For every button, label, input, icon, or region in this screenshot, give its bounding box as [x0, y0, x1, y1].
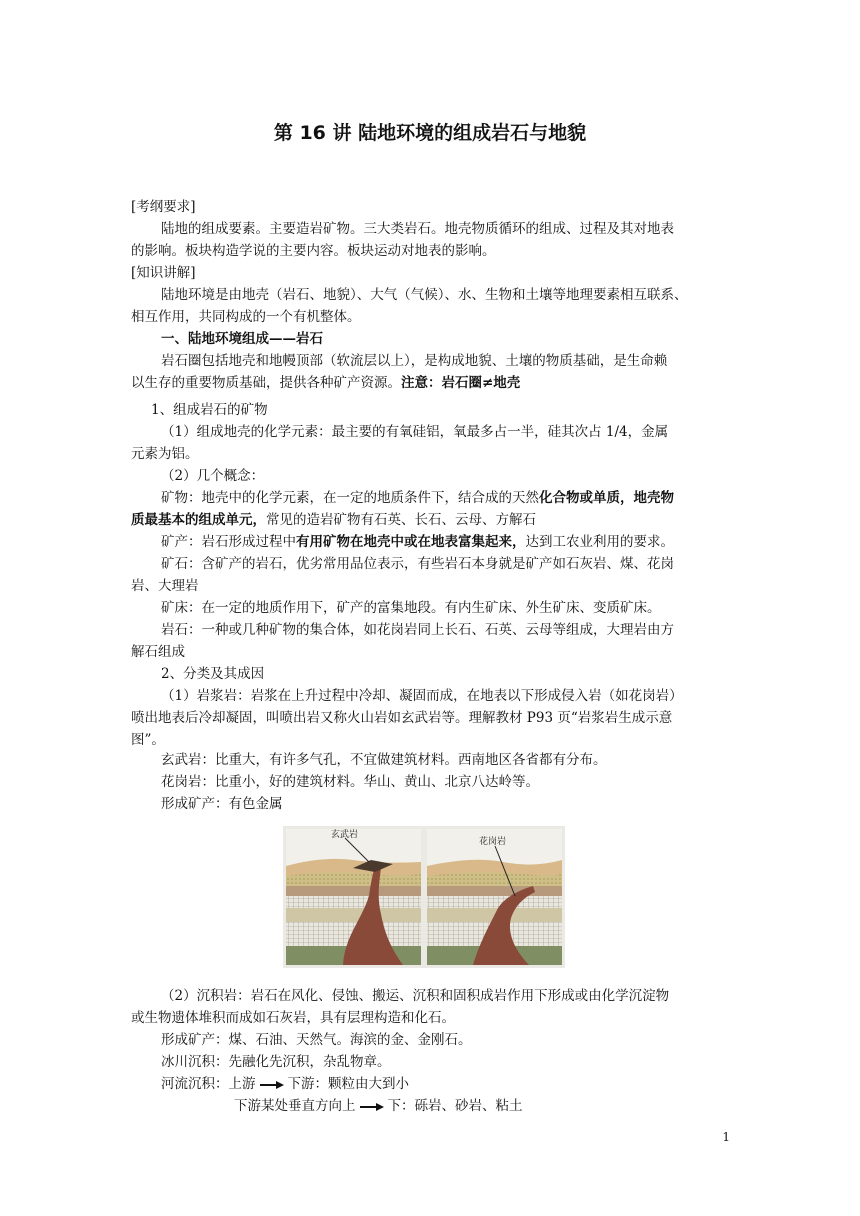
paragraph-line: （2）沉积岩：岩石在风化、侵蚀、搬运、沉积和固积成岩作用下形成或由化学沉淀物: [161, 988, 670, 1004]
subsection-minerals: 1、组成岩石的矿物: [151, 402, 268, 418]
text-run: 矿产：岩石形成过程中: [161, 534, 296, 550]
diagram-svg: [283, 826, 565, 968]
paragraph-line: [161, 487, 674, 509]
text-run: 常见的造岩矿物有石英、长石、云母、方解石: [266, 512, 536, 528]
paragraph-line: 相互作用，共同构成的一个有机整体。: [131, 309, 361, 325]
paragraph-line: 花岗岩：比重小，好的建筑材料。华山、黄山、北京八达岭等。: [161, 774, 539, 790]
paragraph-line: 玄武岩：比重大，有许多气孔，不宜做建筑材料。西南地区各省都有分布。: [161, 752, 607, 768]
paragraph-line: 的影响。板块构造学说的主要内容。板块运动对地表的影响。: [131, 243, 496, 259]
subsection-classification: 2、分类及其成因: [161, 666, 265, 682]
paragraph-line: 或生物遗体堆积而成如石灰岩，具有层理构造和化石。: [131, 1010, 455, 1026]
paragraph-line: [131, 372, 520, 394]
bold-run: 质最基本的组成单元，: [131, 512, 266, 528]
heading-rock: [161, 328, 323, 350]
label-granite: 花岗岩: [479, 837, 507, 847]
paragraph-line: 形成矿产：有色金属: [161, 796, 283, 812]
paragraph-line: （1）岩浆岩：岩浆在上升过程中冷却、凝固而成，在地表以下形成侵入岩（如花岗岩）: [161, 688, 683, 704]
paragraph-line: 岩石：一种或几种矿物的集合体，如花岗岩同上长石、石英、云母等组成，大理岩由方: [161, 622, 674, 638]
paragraph-line: 喷出地表后冷却凝固，叫喷出岩又称火山岩如玄武岩等。理解教材 P93 页“岩浆岩生成示意: [131, 710, 673, 726]
paragraph-line: 岩、大理岩: [131, 578, 199, 594]
paragraph-line: 岩石圈包括地壳和地幔顶部（软流层以上），是构成地貌、土壤的物质基础，是生命赖: [161, 353, 668, 369]
paragraph-line: [161, 1073, 409, 1095]
paragraph-line: 陆地环境是由地壳（岩石、地貌）、大气（气候）、水、生物和土壤等地理要素相互联系、: [161, 287, 688, 303]
text-run: 下游：颗粒由大到小: [287, 1076, 409, 1092]
igneous-rock-diagram: [283, 826, 565, 968]
page-number: 1: [722, 1130, 730, 1144]
label-basalt: 玄武岩: [331, 830, 359, 840]
section-knowledge: [知识讲解]: [131, 265, 196, 281]
paragraph-line: （2）几个概念：: [161, 468, 265, 484]
paragraph-line: [234, 1095, 523, 1117]
arrow-right-icon: [360, 1102, 384, 1112]
text-run: 矿物：地壳中的化学元素，在一定的地质条件下，结合成的天然: [161, 490, 539, 506]
arrow-right-icon: [260, 1080, 284, 1090]
paragraph-line: [161, 531, 674, 553]
page-title: 第 16 讲 陆地环境的组成岩石与地貌: [273, 122, 587, 144]
section-exam-requirements: [考纲要求]: [131, 199, 196, 215]
paragraph-line: [131, 509, 536, 531]
left-panel: [286, 828, 421, 965]
note-bold: 注意：岩石圈≠地壳: [401, 375, 521, 391]
text-run: 下：砾岩、砂岩、粘土: [387, 1098, 523, 1114]
text-run: 以生存的重要物质基础，提供各种矿产资源。: [131, 375, 401, 391]
right-panel: [427, 829, 562, 965]
text-run: 河流沉积：上游: [161, 1076, 256, 1092]
paragraph-line: 解石组成: [131, 644, 185, 660]
heading-text: 一、陆地环境组成——岩石: [161, 331, 323, 347]
paragraph-line: 陆地的组成要素。主要造岩矿物。三大类岩石。地壳物质循环的组成、过程及其对地表: [161, 221, 674, 237]
paragraph-line: 形成矿产：煤、石油、天然气。海滨的金、金刚石。: [161, 1032, 472, 1048]
paragraph-line: 矿石：含矿产的岩石，优劣常用品位表示，有些岩石本身就是矿产如石灰岩、煤、花岗: [161, 556, 674, 572]
bold-run: 有用矿物在地壳中或在地表富集起来，: [296, 534, 526, 550]
paragraph-line: 元素为铝。: [131, 446, 199, 462]
text-run: 达到工农业利用的要求。: [525, 534, 674, 550]
text-run: 下游某处垂直方向上: [234, 1098, 356, 1114]
paragraph-line: 冰川沉积：先融化先沉积，杂乱物章。: [161, 1054, 391, 1070]
bold-run: 化合物或单质，地壳物: [539, 490, 674, 506]
paragraph-line: 图”。: [131, 732, 165, 748]
paragraph-line: 矿床：在一定的地质作用下，矿产的富集地段。有内生矿床、外生矿床、变质矿床。: [161, 600, 661, 616]
paragraph-line: （1）组成地壳的化学元素：最主要的有氧硅铝，氧最多占一半，硅其次占 1/4，金属: [161, 424, 669, 440]
